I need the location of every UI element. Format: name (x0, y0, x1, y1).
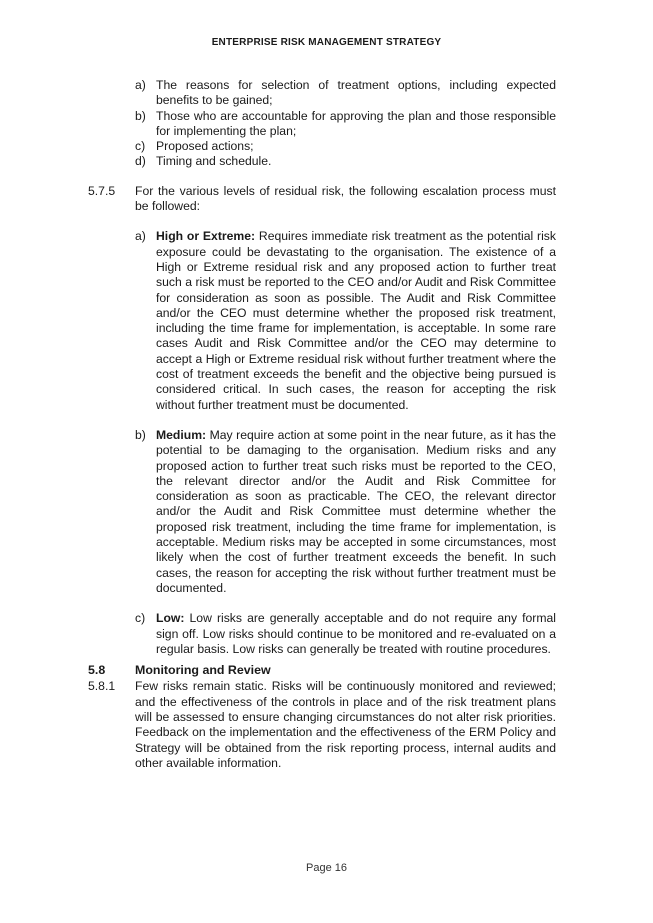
section-title: Monitoring and Review (135, 663, 271, 678)
risk-level-text: Low risks are generally acceptable and do not require any formal sign off. Low risks should continue to be monitored and re-evaluated on a regular basis. Low risks can generally be treated with routine procedures. (156, 611, 556, 656)
page-header: ENTERPRISE RISK MANAGEMENT STRATEGY (211, 37, 442, 48)
risk-level-text: May require action at some point in the near future, as it has the potential to be damaging to the organisation. Medium risks and any proposed action to further treat such risks must be reported to the CEO, the relevant director and/or the Audit and Risk Committee for consideration as soon as practicable. The CEO, the relevant director and/or the Audit and Risk Committee must determine whether the proposed risk treatment, including the time frame for implementation, is acceptable. Medium risks may be accepted in some circumstances, most likely when the cost of further treatment exceeds the benefit. In such cases, the reason for accepting the risk without further treatment must be documented. (156, 427, 556, 595)
section-5-8-1 (88, 679, 556, 771)
escalation-item-low (135, 611, 556, 657)
list-text: The reasons for selection of treatment options, including expected benefits to be gained; (156, 78, 556, 108)
list-marker: c) (135, 139, 146, 154)
list-item (135, 78, 556, 109)
page-number: Page 16 (306, 862, 347, 874)
section-text: Few risks remain static. Risks will be continuously monitored and reviewed; and the effectiveness of the controls in place and of the risk treatment plans will be assessed to ensure changing circumstances do not alter risk priorities. Feedback on the implementation and the effectiveness of the ERM Policy and Strategy will be obtained from the risk reporting process, internal audits and other available information. (135, 679, 556, 770)
section-number: 5.7.5 (88, 183, 116, 198)
list-marker: b) (135, 108, 146, 123)
list-text: Proposed actions; (156, 139, 254, 154)
risk-level-text: Requires immediate risk treatment as the potential risk exposure could be devastating to the organisation. The existence of a High or Extreme residual risk and any proposed action to further treat such a risk must be reported to the CEO and/or Audit and Risk Committee for consideration as soon as possible. The Audit and Risk Committee and/or the CEO must determine whether the proposed risk treatment, including the time frame for implementation, is acceptable. In some rare cases Audit and Risk Committee and/or the CEO may determine to accept a High or Extreme residual risk without further treatment where the cost of treatment exceeds the benefit and the objective being pursued is considered critical. In such cases, the reason for accepting the risk without further treatment must be documented. (156, 229, 556, 412)
list-item (135, 139, 556, 154)
section-heading-5-8 (88, 663, 556, 678)
list-marker: a) (135, 78, 146, 92)
risk-level-label: Low: (156, 611, 185, 626)
list-marker: b) (135, 427, 146, 442)
list-item (135, 154, 556, 169)
list-marker: c) (135, 611, 146, 626)
risk-level-label: Medium: (156, 427, 207, 442)
list-marker: a) (135, 229, 146, 244)
section-number: 5.8 (88, 663, 106, 678)
list-item (135, 109, 556, 140)
section-number: 5.8.1 (88, 679, 116, 694)
section-5-7-5 (88, 184, 556, 215)
section-text: For the various levels of residual risk, the following escalation process must be followed: (135, 183, 556, 214)
treatment-plan-list (135, 78, 556, 170)
list-marker: d) (135, 154, 146, 169)
escalation-item-high-extreme (135, 229, 556, 413)
risk-level-label: High or Extreme: (156, 229, 256, 244)
escalation-item-medium (135, 428, 556, 596)
escalation-list (135, 229, 556, 657)
list-text: Those who are accountable for approving the plan and those responsible for implementing the plan; (156, 108, 556, 138)
list-text: Timing and schedule. (156, 154, 272, 169)
document-body (88, 78, 556, 771)
